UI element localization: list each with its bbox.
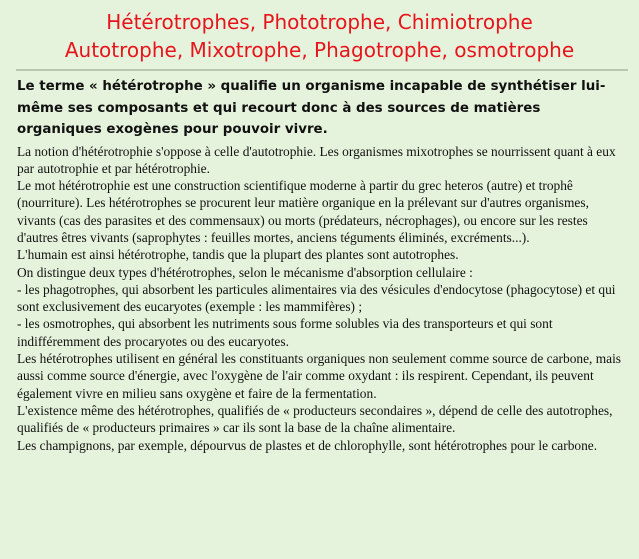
paragraph-autotrophie: La notion d'hétérotrophie s'oppose à celle d'autotrophie. Les organismes mixotrophes se nourrissent quant à eux par autotrophie et par hétérotrophie. bbox=[17, 143, 616, 176]
intro-definition: Le terme « hétérotrophe » qualifie un organisme incapable de synthétiser lui-même ses composants et qui recourt donc à des sources de matières organiques exogènes pour pouvoir vivre. bbox=[17, 79, 606, 137]
page-title bbox=[0, 8, 639, 64]
article-body bbox=[17, 76, 624, 454]
title-line-2: Autotrophe, Mixotrophe, Phagotrophe, osmotrophe bbox=[64, 38, 575, 62]
paragraph-etymologie: Le mot hétérotrophie est une construction scientifique moderne à partir du grec heteros (autre) et trophê (nourriture). Les hétérotrophes se procurent leur matière organique en la prélevant sur d'autres organismes, vivants (cas des parasites et des commensaux) ou morts (prédateurs, nécrophages), ou encore sur les restes d'autres êtres vivants (saprophytes : feuilles mortes, anciens téguments éliminés, excréments...). bbox=[17, 178, 589, 245]
paragraph-types: On distingue deux types d'hétérotrophes, selon le mécanisme d'absorption cellulaire : bbox=[17, 264, 473, 280]
paragraph-osmotrophes: - les osmotrophes, qui absorbent les nutriments sous forme solubles via des transporteurs et qui sont indifféremment des procaryotes ou des eucaryotes. bbox=[17, 316, 553, 349]
paragraph-phagotrophes: - les phagotrophes, qui absorbent les particules alimentaires via des vésicules d'endocytose (phagocytose) et qui sont exclusivement des eucaryotes (exemple : les mammifères) ; bbox=[17, 281, 616, 315]
paragraph-producteurs: L'existence même des hétérotrophes, qualifiés de « producteurs secondaires », dépend de celle des autotrophes, qualifiés de « producteurs primaires » car ils sont la base de la chaîne alimentaire. bbox=[17, 402, 613, 436]
paragraph-champignons: Les champignons, par exemple, dépourvus de plastes et de chlorophylle, sont hétérotrophes pour le carbone. bbox=[17, 437, 598, 453]
paragraph-respiration: Les hétérotrophes utilisent en général les constituants organiques non seulement comme source de carbone, mais aussi comme source d'énergie, avec l'oxygène de l'air comme oxydant : ils respirent. Cependant, ils peuvent également vivre en milieu sans oxygène et faire de la fermentation. bbox=[17, 351, 622, 401]
paragraph-humain: L'humain est ainsi hétérotrophe, tandis que la plupart des plantes sont autotrophes. bbox=[17, 247, 459, 263]
divider bbox=[16, 69, 628, 71]
title-line-1: Hétérotrophes, Phototrophe, Chimiotrophe bbox=[106, 10, 533, 34]
